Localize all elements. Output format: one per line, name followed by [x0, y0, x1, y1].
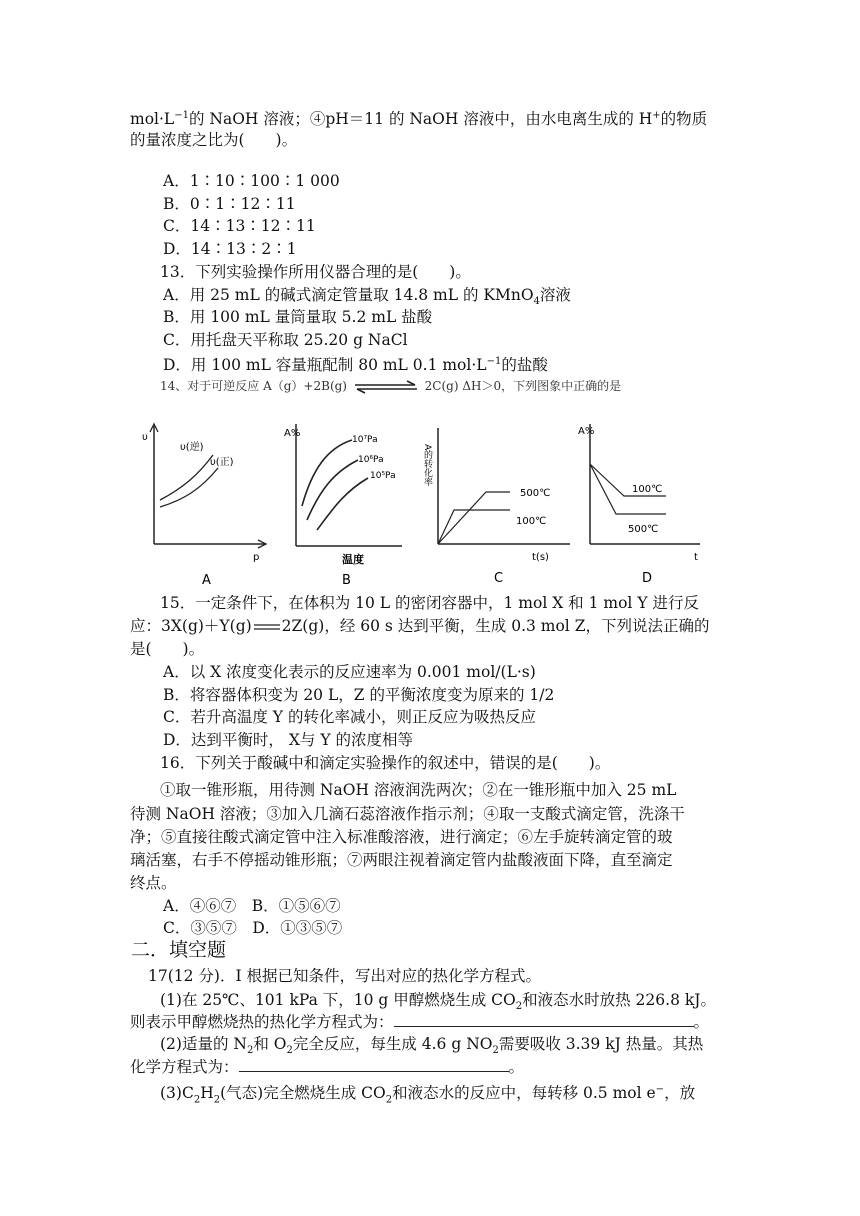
q15-option-a: A．以 X 浓度变化表示的反应速率为 0.001 mol/(L·s) — [163, 663, 536, 681]
q13-option-c: C．用托盘天平称取 25.20 g NaCl — [163, 331, 408, 349]
answer-blank-1[interactable] — [394, 1012, 694, 1027]
graph-d-letter: D — [642, 571, 653, 586]
graph-d-xlabel: t — [694, 552, 698, 563]
q16-body-line1: ①取一锥形瓶，用待测 NaOH 溶液润洗两次；②在一锥形瓶中加入 25 mL — [160, 781, 677, 799]
graph-b-curve-3 — [317, 478, 368, 530]
answer-blank-2[interactable] — [239, 1057, 509, 1072]
q13-option-a: A．用 25 mL 的碱式滴定管量取 14.8 mL 的 KMnO$_4$溶液 — [163, 286, 571, 308]
graph-b-label-2: 10⁶Pa — [358, 455, 384, 465]
graph-d-label-500: 500℃ — [628, 524, 659, 535]
graph-c-xlabel: t(s) — [532, 552, 549, 563]
graph-b-letter: B — [342, 573, 351, 588]
graph-b-ylabel: A% — [284, 428, 301, 439]
q16-body-line4: 璃活塞，右手不停摇动锥形瓶；⑦两眼注视着滴定管内盐酸液面下降，直至滴定 — [130, 851, 673, 869]
q16-body-line3: 净；⑤直接往酸式滴定管中注入标准酸溶液，进行滴定；⑥左手旋转滴定管的玻 — [130, 828, 673, 846]
graph-d-label-100: 100℃ — [632, 484, 663, 495]
graph-c-curve-100 — [438, 510, 510, 544]
q12-line2: 的量浓度之比为( )。 — [130, 131, 298, 149]
graph-a-curve-forward — [160, 468, 218, 507]
q17-part3-line1: $(3)C_2H_2$(气态)完全燃烧生成 $CO_2$和液态水的反应中，每转移 0.5 mol e−，放 — [160, 1084, 696, 1106]
q16-stem: 16．下列关于酸碱中和滴定实验操作的叙述中，错误的是( )。 — [160, 754, 611, 772]
graph-a-label-forward: υ(正) — [210, 457, 234, 468]
graph-b-xlabel: 温度 — [342, 553, 364, 566]
q15-option-c: C．若升高温度 Y 的转化率减小，则正反应为吸热反应 — [163, 708, 536, 726]
q17-part1-line1: (1)在 25℃、101 kPa 下，10 g 甲醇燃烧生成 $CO_2$和液态水时放热 226.8 kJ。 — [160, 991, 716, 1013]
graph-c-label-500: 500℃ — [520, 488, 551, 499]
q13-stem: 13．下列实验操作所用仪器合理的是( )。 — [160, 263, 471, 281]
q13-option-b: B．用 100 mL 量筒量取 5.2 mL 盐酸 — [163, 308, 433, 326]
graph-c-ylabel: A的转化率 — [422, 444, 432, 487]
equilibrium-arrow-icon — [351, 380, 421, 394]
q12-option-d: D．14∶13∶2∶1 — [163, 240, 297, 258]
graph-a-curve-reverse — [160, 455, 213, 500]
graph-c-letter: C — [494, 571, 504, 586]
q12-line1: $mol\cdot L^{-1}$的 NaOH 溶液；④pH＝11 的 NaOH 溶液中，由水电离生成的 H+的物质 — [130, 110, 708, 129]
q12-option-c: C．14∶13∶12∶11 — [163, 217, 316, 235]
q17-part2-line1: (2)适量的 $N_2$和 $O_2$完全反应，每生成 4.6 g $NO_2$需要吸收 3.39 kJ 热量。其热 — [160, 1035, 704, 1057]
graph-a-label-reverse: υ(逆) — [180, 442, 204, 453]
graph-a — [138, 420, 283, 590]
q17-part2-line2: 化学方程式为： 。 — [130, 1058, 525, 1076]
q15-line2: 应：3X(g)＋Y(g) 2Z(g)，经 60 s 达到平衡，生成 0.3 mol Z，下列说法正确的 — [130, 617, 710, 635]
q15-line3: 是( )。 — [130, 640, 205, 658]
q16-options-row1: A．④⑥⑦ B．①⑤⑥⑦ — [163, 897, 341, 915]
graph-d — [576, 420, 716, 590]
q17-stem: 17(12 分)．I 根据已知条件，写出对应的热化学方程式。 — [148, 967, 542, 985]
q12-option-b: B．0∶1∶12∶11 — [163, 195, 296, 213]
equilibrium-arrow-icon — [252, 621, 282, 633]
section-title: 二．填空题 — [131, 939, 227, 961]
graph-a-letter: A — [202, 573, 211, 588]
q15-line1: 15．一定条件下，在体积为 10 L 的密闭容器中，1 mol X 和 1 mol Y 进行反 — [160, 594, 699, 612]
q15-option-b: B．将容器体积变为 20 L，Z 的平衡浓度变为原来的 1/2 — [163, 686, 555, 704]
q14-stem: 14、对于可逆反应 A（g）+2B(g) 2C(g) ΔH＞0，下列图象中正确的是 — [160, 379, 622, 393]
q16-options-row2: C．③⑤⑦ D．①③⑤⑦ — [163, 919, 343, 937]
graph-b — [282, 420, 422, 590]
q15-option-d: D．达到平衡时， X与 Y 的浓度相等 — [163, 731, 413, 749]
graph-c — [424, 420, 584, 590]
q16-body-line5: 终点。 — [130, 874, 177, 892]
graph-c-curve-500 — [438, 492, 510, 544]
graph-d-ylabel: A% — [578, 426, 595, 437]
graph-a-xlabel: p — [253, 552, 260, 563]
graph-a-ylabel: υ — [142, 432, 148, 443]
q12-option-a: A．1∶10∶100∶1 000 — [163, 172, 340, 190]
q13-option-d: D．用 100 mL 容量瓶配制 80 mL 0.1 $mol\cdot L^{-1}$的盐酸 — [163, 356, 548, 375]
graph-c-label-100: 100℃ — [516, 516, 547, 527]
graph-b-label-3: 10⁵Pa — [370, 471, 396, 481]
graph-b-label-1: 10⁷Pa — [352, 435, 378, 445]
q16-body-line2: 待测 NaOH 溶液；③加入几滴石蕊溶液作指示剂；④取一支酸式滴定管，洗涤干 — [130, 805, 685, 823]
q17-part1-line2: 则表示甲醇燃烧热的热化学方程式为： 。 — [130, 1013, 710, 1031]
